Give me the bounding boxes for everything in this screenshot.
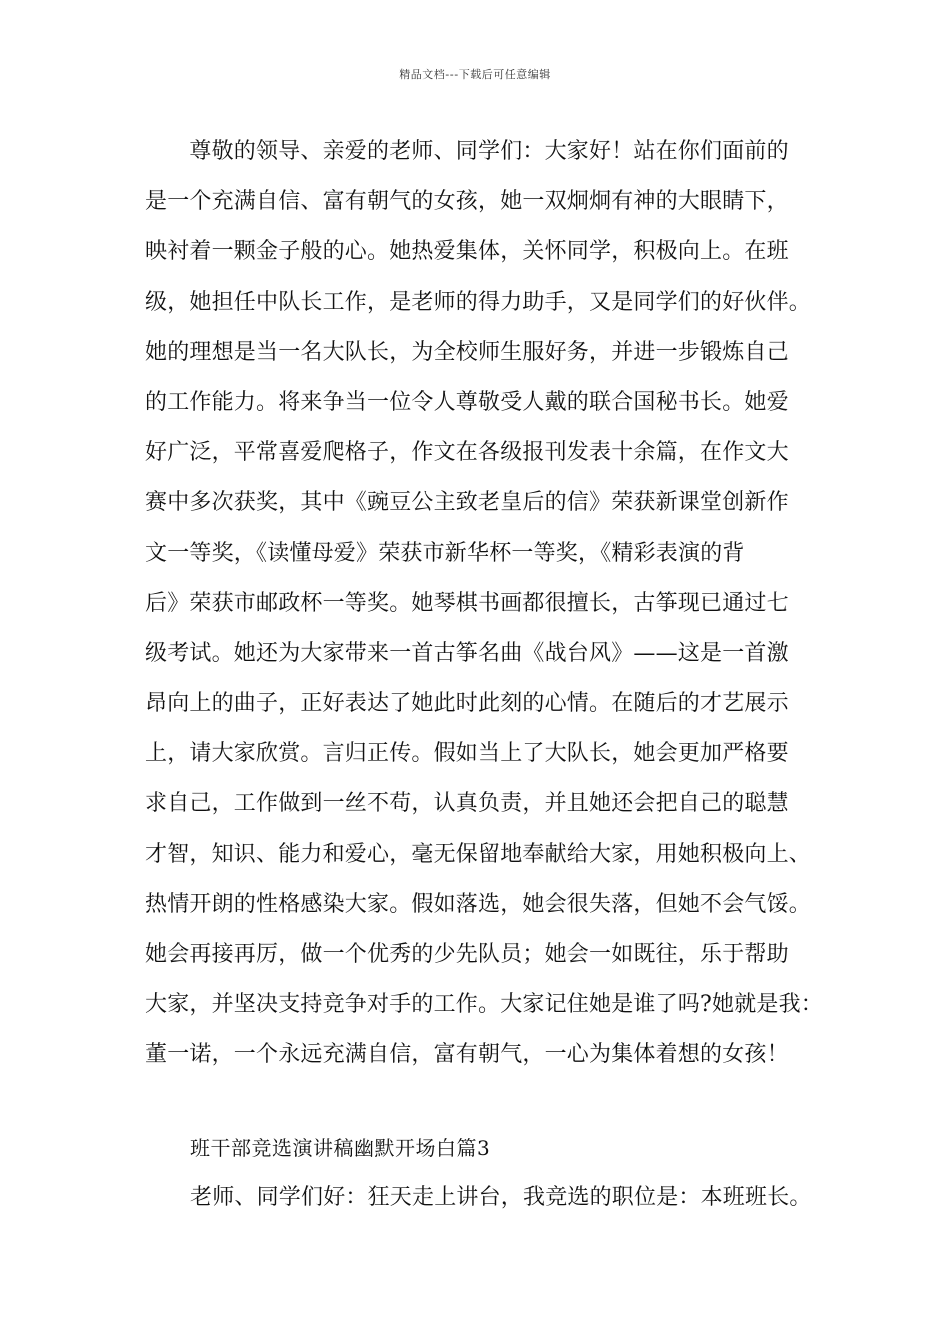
paragraph-line: 董一诺，一个永远充满自信，富有朝气，一心为集体着想的女孩！ bbox=[145, 1042, 789, 1068]
paragraph-line: 文一等奖，《读懂母爱》荣获市新华杯一等奖，《精彩表演的背 bbox=[145, 540, 745, 566]
page-header: 精品文档---下载后可任意编辑 bbox=[399, 68, 551, 81]
paragraph-line: 才智，知识、能力和爱心，毫无保留地奉献给大家，用她积极向上、 bbox=[145, 841, 812, 867]
paragraph-line: 好广泛，平常喜爱爬格子，作文在各级报刊发表十余篇，在作文大 bbox=[145, 440, 789, 466]
paragraph-line: 的工作能力。将来争当一位令人尊敬受人戴的联合国秘书长。她爱 bbox=[145, 389, 789, 415]
paragraph-line: 昂向上的曲子，正好表达了她此时此刻的心情。在随后的才艺展示 bbox=[145, 691, 789, 717]
section-heading: 班干部竞选演讲稿幽默开场白篇3 bbox=[190, 1136, 491, 1160]
paragraph-line: 赛中多次获奖，其中《豌豆公主致老皇后的信》荣获新课堂创新作 bbox=[145, 490, 789, 516]
paragraph-line: 她的理想是当一名大队长，为全校师生服好务，并进一步锻炼自己 bbox=[145, 339, 789, 365]
paragraph-line: 尊敬的领导、亲爱的老师、同学们：大家好！站在你们面前的 bbox=[145, 139, 789, 164]
paragraph-line: 映衬着一颗金子般的心。她热爱集体，关怀同学，积极向上。在班 bbox=[145, 239, 789, 265]
paragraph-line: 是一个充满自信、富有朝气的女孩，她一双炯炯有神的大眼睛下， bbox=[145, 189, 789, 215]
paragraph-line: 级考试。她还为大家带来一首古筝名曲《战台风》——这是一首激 bbox=[145, 640, 789, 666]
section-first-line: 老师、同学们好：狂天走上讲台，我竞选的职位是：本班班长。 bbox=[190, 1185, 812, 1210]
speech-paragraph bbox=[145, 132, 827, 1086]
paragraph-line: 后》荣获市邮政杯一等奖。她琴棋书画都很擅长，古筝现已通过七 bbox=[145, 590, 789, 616]
paragraph-line: 热情开朗的性格感染大家。假如落选，她会很失落，但她不会气馁。 bbox=[145, 891, 812, 917]
paragraph-line: 求自己，工作做到一丝不苟，认真负责，并且她还会把自己的聪慧 bbox=[145, 791, 789, 817]
paragraph-line: 上，请大家欣赏。言归正传。假如当上了大队长，她会更加严格要 bbox=[145, 741, 789, 767]
paragraph-line: 大家，并坚决支持竞争对手的工作。大家记住她是谁了吗?她就是我： bbox=[145, 992, 823, 1018]
paragraph-line: 她会再接再厉，做一个优秀的少先队员；她会一如既往，乐于帮助 bbox=[145, 942, 789, 967]
paragraph-line: 级，她担任中队长工作，是老师的得力助手，又是同学们的好伙伴。 bbox=[145, 289, 812, 315]
